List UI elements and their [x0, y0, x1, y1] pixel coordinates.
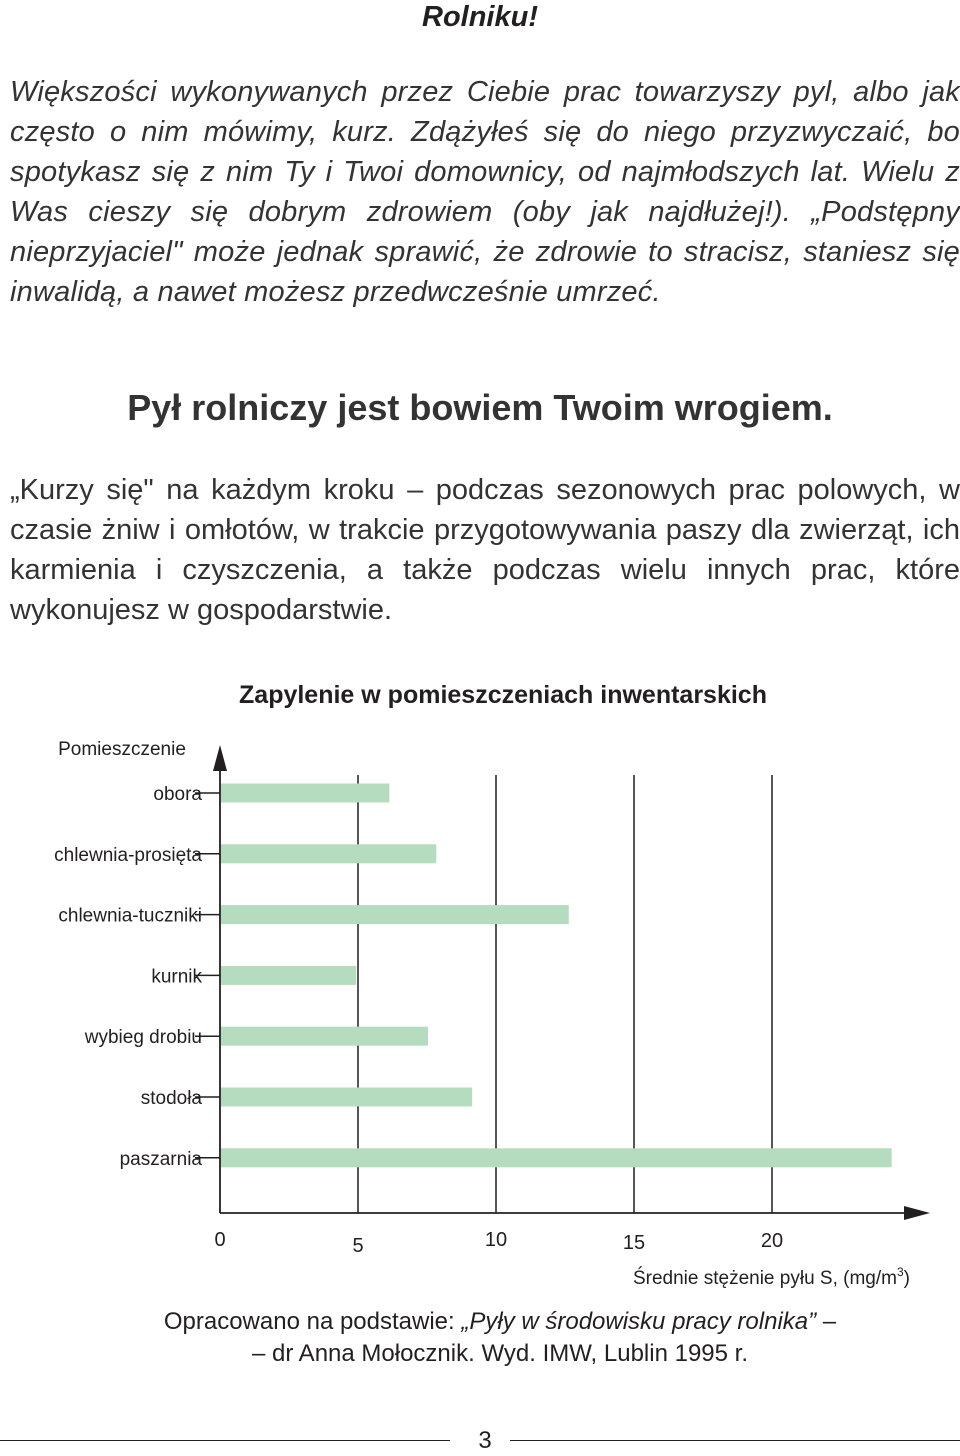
chart-title: Zapylenie w pomieszczeniach inwentarskich [239, 681, 767, 709]
page-title: Rolniku! [422, 1, 538, 33]
y-axis-arrow [213, 745, 227, 771]
dust-chart [0, 720, 960, 1300]
reference [0, 1306, 960, 1370]
bar-chlewnia-tuczniki [221, 905, 569, 924]
bar-kurnik [221, 966, 356, 985]
y-label-chlewnia-prosięta: chlewnia-prosięta [54, 844, 202, 866]
headline: Pył rolniczy jest bowiem Twoim wrogiem. [127, 387, 833, 428]
y-label-obora: obora [153, 784, 202, 805]
reference-dash: – [816, 1308, 837, 1335]
x-tick-label-0: 0 [214, 1229, 226, 1251]
body-paragraph: „Kurzy się" na każdym kroku – podczas sezonowych prac polowych, w czasie żniw i omłotów, w trakcie przygotowywania paszy dla zwierząt, ich karmienia i czyszczenia, a także podczas wielu innych prac, które wykonujesz w gospodarstwie. [10, 474, 960, 626]
x-tick-label-10: 10 [484, 1229, 508, 1251]
x-tick-label-5: 5 [352, 1235, 364, 1257]
y-label-kurnik: kurnik [151, 966, 202, 988]
y-label-chlewnia-tuczniki: chlewnia-tuczniki [58, 905, 202, 927]
x-axis-arrow [904, 1206, 930, 1220]
x-axis-title-sup: 3 [896, 1265, 904, 1279]
y-label-stodoła: stodoła [140, 1088, 202, 1109]
x-axis-title-end: ) [903, 1268, 910, 1289]
reference-prefix: Opracowano na podstawie: [163, 1308, 462, 1335]
bar-obora [221, 784, 389, 803]
bar-chlewnia-prosięta [221, 844, 436, 863]
y-axis-title: Pomieszczenie [58, 739, 186, 760]
x-axis-title [633, 1265, 910, 1289]
bar-paszarnia [221, 1148, 892, 1167]
x-tick-label-15: 15 [622, 1232, 646, 1254]
y-label-wybieg drobiu: wybieg drobiu [84, 1027, 202, 1049]
y-label-paszarnia: paszarnia [119, 1148, 202, 1170]
bar-stodoła [221, 1088, 472, 1107]
x-tick-label-20: 20 [760, 1230, 784, 1252]
intro-paragraph: Większości wykonywanych przez Ciebie prac towarzyszy pyl, albo jak często o nim mówimy, kurz. Zdążyłeś się do niego przyzwyczaić, bo spotykasz się z nim Ty i Twoi domownicy, od najmłodszych lat. Wielu z Was cieszy się dobrym zdrowiem (oby jak najdłużej!). „Podstępny nieprzyjaciel" może jednak sprawić, że zdrowie to stracisz, staniesz się inwalidą, a nawet możesz przedwcześnie umrzeć. [10, 76, 960, 308]
footer-rule-right [510, 1440, 960, 1441]
x-axis-title-main: Średnie stężenie pyłu S, (mg/m [632, 1268, 897, 1289]
page-number: 3 [478, 1427, 492, 1454]
bar-wybieg drobiu [221, 1027, 428, 1046]
reference-work: „Pyły w środowisku pracy rolnika” [461, 1308, 817, 1335]
reference-author: – dr Anna Mołocznik. Wyd. IMW, Lublin 1995 r. [251, 1340, 749, 1367]
